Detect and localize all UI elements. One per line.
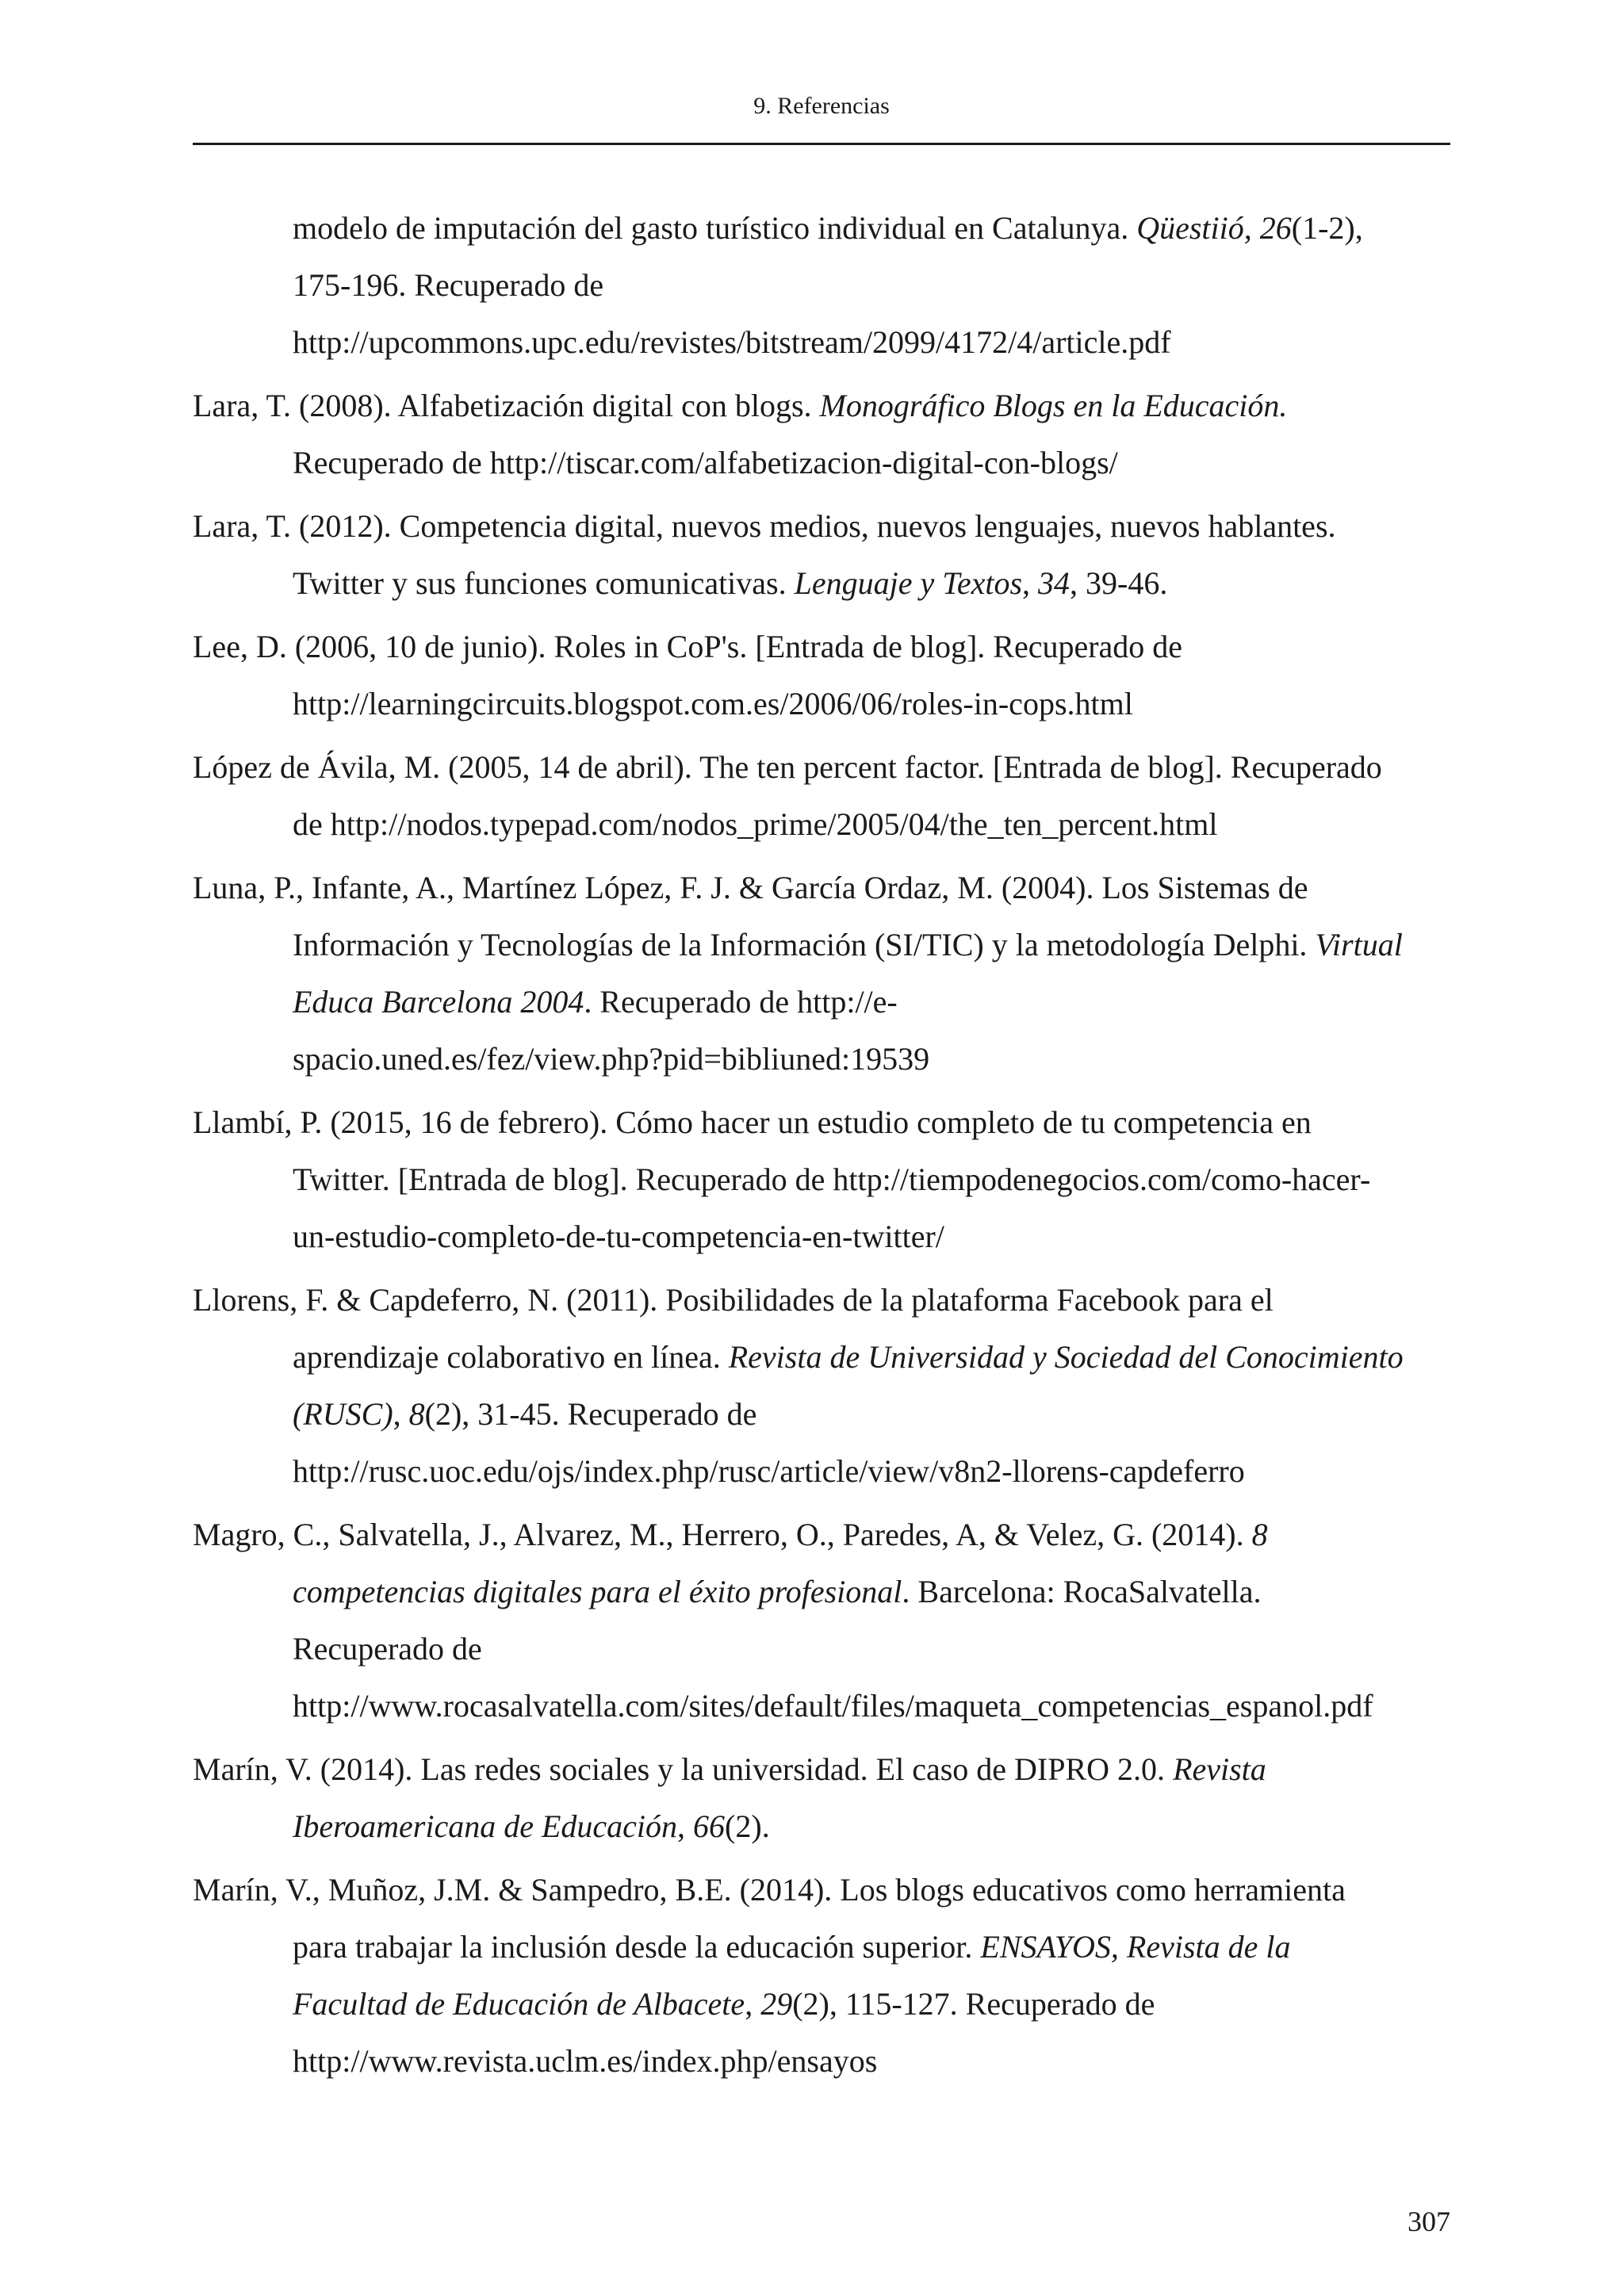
reference-line <box>193 1862 1450 1919</box>
reference-line <box>193 1976 1450 2033</box>
reference-line <box>193 555 1450 612</box>
italic-text: Revista de Universidad y Sociedad del Conocimiento <box>728 1339 1404 1375</box>
reference-entry <box>193 200 1450 371</box>
reference-line <box>193 618 1450 675</box>
reference-line <box>193 1272 1450 1329</box>
reference-text: Información y Tecnologías de la Información (SI/TIC) y la metodología Delphi. <box>293 927 1316 962</box>
italic-text: Educa Barcelona 2004 <box>293 984 584 1020</box>
reference-entry <box>193 498 1450 612</box>
reference-line <box>193 1208 1450 1265</box>
reference-text: http://rusc.uoc.edu/ojs/index.php/rusc/article/view/v8n2-llorens-capdeferro <box>293 1453 1245 1489</box>
reference-line <box>193 2033 1450 2090</box>
reference-text: Lee, D. (2006, 10 de junio). Roles in CoP's. [Entrada de blog]. Recuperado de <box>193 629 1183 664</box>
italic-text: Facultad de Educación de Albacete <box>293 1986 745 2022</box>
reference-line <box>193 1506 1450 1563</box>
reference-text: , <box>1022 565 1039 601</box>
reference-line <box>193 1621 1450 1678</box>
reference-line <box>193 1386 1450 1443</box>
reference-text: . Recuperado de http://e- <box>584 984 898 1020</box>
italic-text: 8 <box>408 1396 425 1432</box>
reference-text: , <box>745 1986 761 2022</box>
reference-line <box>193 314 1450 371</box>
reference-text: , 39-46. <box>1070 565 1168 601</box>
reference-line <box>193 1678 1450 1735</box>
italic-text: Iberoamericana de Educación <box>293 1808 678 1844</box>
italic-text: (RUSC) <box>293 1396 393 1432</box>
reference-text: un-estudio-completo-de-tu-competencia-en-twitter/ <box>293 1219 944 1254</box>
reference-text: spacio.uned.es/fez/view.php?pid=bibliuned:19539 <box>293 1041 930 1077</box>
italic-text: 34 <box>1038 565 1071 601</box>
reference-line <box>193 434 1450 492</box>
italic-text: ENSAYOS, Revista de la <box>980 1929 1291 1965</box>
reference-line <box>193 1741 1450 1798</box>
reference-line <box>193 498 1450 555</box>
reference-text: (2), 115-127. Recuperado de <box>792 1986 1155 2022</box>
running-header: 9. Referencias <box>753 93 890 119</box>
reference-entry <box>193 739 1450 853</box>
reference-text: de http://nodos.typepad.com/nodos_prime/2005/04/the_ten_percent.html <box>293 806 1218 842</box>
reference-line <box>193 974 1450 1031</box>
reference-line <box>193 377 1450 434</box>
header-divider <box>193 143 1450 145</box>
reference-text: Luna, P., Infante, A., Martínez López, F. J. & García Ordaz, M. (2004). Los Sistemas de <box>193 870 1308 905</box>
reference-line <box>193 859 1450 916</box>
page-number: 307 <box>1408 2206 1450 2237</box>
italic-text: 8 <box>1251 1517 1268 1552</box>
reference-entry <box>193 618 1450 733</box>
reference-entry <box>193 1741 1450 1855</box>
reference-list <box>193 200 1450 2096</box>
reference-entry <box>193 377 1450 492</box>
reference-text: (1-2), <box>1291 210 1363 246</box>
reference-line <box>193 739 1450 796</box>
italic-text: Revista <box>1173 1751 1266 1787</box>
reference-text: Marín, V., Muñoz, J.M. & Sampedro, B.E. (2014). Los blogs educativos como herramienta <box>193 1872 1346 1908</box>
reference-text: . Barcelona: RocaSalvatella. <box>902 1574 1262 1609</box>
reference-text: Llorens, F. & Capdeferro, N. (2011). Posibilidades de la plataforma Facebook para el <box>193 1282 1274 1318</box>
reference-entry <box>193 1506 1450 1735</box>
reference-line <box>193 1919 1450 1976</box>
italic-text: 66 <box>693 1808 726 1844</box>
reference-line <box>193 1031 1450 1088</box>
italic-text: competencias digitales para el éxito profesional <box>293 1574 902 1609</box>
reference-line <box>193 796 1450 853</box>
reference-text: López de Ávila, M. (2005, 14 de abril). The ten percent factor. [Entrada de blog]. Recuperado <box>193 749 1382 785</box>
reference-line <box>193 675 1450 733</box>
reference-text: http://learningcircuits.blogspot.com.es/2006/06/roles-in-cops.html <box>293 686 1133 721</box>
italic-text: Monográfico Blogs en la Educación. <box>819 388 1288 423</box>
reference-text: http://www.rocasalvatella.com/sites/default/files/maqueta_competencias_espanol.pdf <box>293 1688 1373 1724</box>
reference-text: Lara, T. (2012). Competencia digital, nuevos medios, nuevos lenguajes, nuevos hablantes. <box>193 508 1336 544</box>
reference-line <box>193 1094 1450 1151</box>
reference-text: aprendizaje colaborativo en línea. <box>293 1339 729 1375</box>
italic-text: 29 <box>760 1986 793 2022</box>
reference-text: Lara, T. (2008). Alfabetización digital con blogs. <box>193 388 820 423</box>
reference-line <box>193 1563 1450 1621</box>
reference-line <box>193 1443 1450 1500</box>
reference-line <box>193 1329 1450 1386</box>
italic-text: Lenguaje y Textos <box>794 565 1023 601</box>
reference-text: Twitter. [Entrada de blog]. Recuperado de http://tiempodenegocios.com/como-hacer- <box>293 1161 1371 1197</box>
reference-text: modelo de imputación del gasto turístico individual en Catalunya. <box>293 210 1137 246</box>
reference-text: Marín, V. (2014). Las redes sociales y la universidad. El caso de DIPRO 2.0. <box>193 1751 1174 1787</box>
reference-text: Recuperado de <box>293 1631 482 1667</box>
reference-text: Twitter y sus funciones comunicativas. <box>293 565 795 601</box>
reference-entry <box>193 1862 1450 2090</box>
reference-text: Llambí, P. (2015, 16 de febrero). Cómo hacer un estudio completo de tu competencia en <box>193 1104 1312 1140</box>
reference-text: (2), 31-45. Recuperado de <box>424 1396 757 1432</box>
reference-line <box>193 1151 1450 1208</box>
reference-line <box>193 916 1450 974</box>
reference-text: 175-196. Recuperado de <box>293 267 604 303</box>
reference-text: (2). <box>725 1808 770 1844</box>
reference-line <box>193 1798 1450 1855</box>
italic-text: Virtual <box>1315 927 1403 962</box>
italic-text: Qüestiió, 26 <box>1136 210 1292 246</box>
reference-text: , <box>393 1396 409 1432</box>
reference-text: Recuperado de http://tiscar.com/alfabetizacion-digital-con-blogs/ <box>293 445 1118 480</box>
reference-entry <box>193 1272 1450 1500</box>
reference-text: para trabajar la inclusión desde la educación superior. <box>293 1929 981 1965</box>
reference-entry <box>193 859 1450 1088</box>
reference-line <box>193 257 1450 314</box>
reference-entry <box>193 1094 1450 1265</box>
reference-text: http://upcommons.upc.edu/revistes/bitstream/2099/4172/4/article.pdf <box>293 324 1171 360</box>
reference-text: Magro, C., Salvatella, J., Alvarez, M., Herrero, O., Paredes, A, & Velez, G. (2014). <box>193 1517 1252 1552</box>
reference-line <box>193 200 1450 257</box>
reference-text: , <box>677 1808 694 1844</box>
reference-text: http://www.revista.uclm.es/index.php/ensayos <box>293 2043 878 2079</box>
